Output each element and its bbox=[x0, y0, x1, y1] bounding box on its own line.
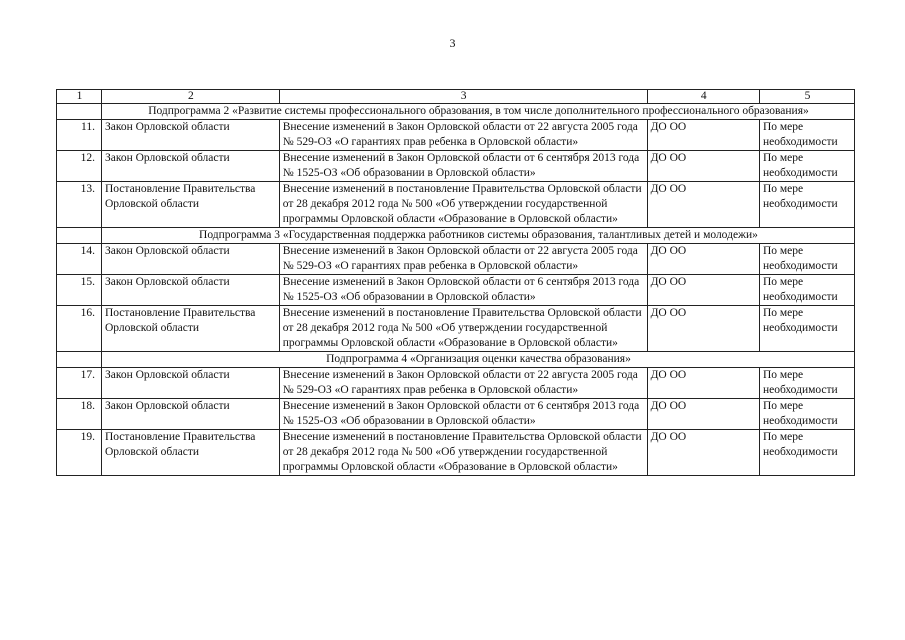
executor: ДО ОО bbox=[647, 275, 759, 306]
executor: ДО ОО bbox=[647, 244, 759, 275]
empty-cell bbox=[57, 228, 102, 244]
deadline: По мере необходимости bbox=[759, 244, 854, 275]
table-row bbox=[57, 182, 855, 228]
page-number: 3 bbox=[449, 36, 456, 50]
executor: ДО ОО bbox=[647, 430, 759, 476]
document-type: Постановление Правительства Орловской области bbox=[101, 182, 279, 228]
subprogram-row bbox=[57, 352, 855, 368]
empty-cell bbox=[57, 104, 102, 120]
header-cell: 2 bbox=[101, 90, 279, 104]
table-row bbox=[57, 275, 855, 306]
document-type: Закон Орловской области bbox=[101, 399, 279, 430]
measure-description: Внесение изменений в Закон Орловской области от 22 августа 2005 года № 529-ОЗ «О гарантиях прав ребенка в Орловской области» bbox=[279, 120, 647, 151]
subprogram-title: Подпрограмма 3 «Государственная поддержка работников системы образования, талантливых детей и молодежи» bbox=[101, 228, 854, 244]
row-number: 11. bbox=[57, 120, 102, 151]
measure-description: Внесение изменений в постановление Правительства Орловской области от 28 декабря 2012 года № 500 «Об утверждении государственной программы Орловской области «Образование в Орловской области» bbox=[279, 306, 647, 352]
header-cell: 5 bbox=[759, 90, 854, 104]
column-header-row bbox=[57, 90, 855, 104]
measure-description: Внесение изменений в Закон Орловской области от 6 сентября 2013 года № 1525-ОЗ «Об образовании в Орловской области» bbox=[279, 275, 647, 306]
subprogram-row bbox=[57, 228, 855, 244]
executor: ДО ОО bbox=[647, 182, 759, 228]
deadline: По мере необходимости bbox=[759, 120, 854, 151]
row-number: 12. bbox=[57, 151, 102, 182]
header-cell: 1 bbox=[57, 90, 102, 104]
document-type: Закон Орловской области bbox=[101, 368, 279, 399]
row-number: 19. bbox=[57, 430, 102, 476]
executor: ДО ОО bbox=[647, 368, 759, 399]
table-row bbox=[57, 151, 855, 182]
table-row bbox=[57, 368, 855, 399]
table-row bbox=[57, 244, 855, 275]
deadline: По мере необходимости bbox=[759, 182, 854, 228]
document-type: Закон Орловской области bbox=[101, 275, 279, 306]
row-number: 16. bbox=[57, 306, 102, 352]
deadline: По мере необходимости bbox=[759, 399, 854, 430]
row-number: 14. bbox=[57, 244, 102, 275]
subprogram-title: Подпрограмма 4 «Организация оценки качества образования» bbox=[101, 352, 854, 368]
header-cell: 3 bbox=[279, 90, 647, 104]
row-number: 17. bbox=[57, 368, 102, 399]
measure-description: Внесение изменений в Закон Орловской области от 22 августа 2005 года № 529-ОЗ «О гарантиях прав ребенка в Орловской области» bbox=[279, 368, 647, 399]
measure-description: Внесение изменений в Закон Орловской области от 6 сентября 2013 года № 1525-ОЗ «Об образовании в Орловской области» bbox=[279, 151, 647, 182]
subprogram-title: Подпрограмма 2 «Развитие системы профессионального образования, в том числе дополнительного профессионального образования» bbox=[101, 104, 854, 120]
row-number: 15. bbox=[57, 275, 102, 306]
document-type: Постановление Правительства Орловской области bbox=[101, 430, 279, 476]
document-type: Постановление Правительства Орловской области bbox=[101, 306, 279, 352]
header-cell: 4 bbox=[647, 90, 759, 104]
table-row bbox=[57, 120, 855, 151]
executor: ДО ОО bbox=[647, 399, 759, 430]
row-number: 18. bbox=[57, 399, 102, 430]
subprogram-row bbox=[57, 104, 855, 120]
empty-cell bbox=[57, 352, 102, 368]
row-number: 13. bbox=[57, 182, 102, 228]
measure-description: Внесение изменений в постановление Правительства Орловской области от 28 декабря 2012 года № 500 «Об утверждении государственной программы Орловской области «Образование в Орловской области» bbox=[279, 182, 647, 228]
measure-description: Внесение изменений в Закон Орловской области от 6 сентября 2013 года № 1525-ОЗ «Об образовании в Орловской области» bbox=[279, 399, 647, 430]
deadline: По мере необходимости bbox=[759, 368, 854, 399]
deadline: По мере необходимости bbox=[759, 430, 854, 476]
executor: ДО ОО bbox=[647, 306, 759, 352]
executor: ДО ОО bbox=[647, 120, 759, 151]
table-row bbox=[57, 306, 855, 352]
table-row bbox=[57, 399, 855, 430]
measure-description: Внесение изменений в постановление Правительства Орловской области от 28 декабря 2012 года № 500 «Об утверждении государственной программы Орловской области «Образование в Орловской области» bbox=[279, 430, 647, 476]
document-type: Закон Орловской области bbox=[101, 244, 279, 275]
deadline: По мере необходимости bbox=[759, 275, 854, 306]
table-row bbox=[57, 430, 855, 476]
deadline: По мере необходимости bbox=[759, 151, 854, 182]
deadline: По мере необходимости bbox=[759, 306, 854, 352]
document-type: Закон Орловской области bbox=[101, 151, 279, 182]
legal-acts-table bbox=[56, 89, 855, 476]
document-type: Закон Орловской области bbox=[101, 120, 279, 151]
measure-description: Внесение изменений в Закон Орловской области от 22 августа 2005 года № 529-ОЗ «О гарантиях прав ребенка в Орловской области» bbox=[279, 244, 647, 275]
executor: ДО ОО bbox=[647, 151, 759, 182]
